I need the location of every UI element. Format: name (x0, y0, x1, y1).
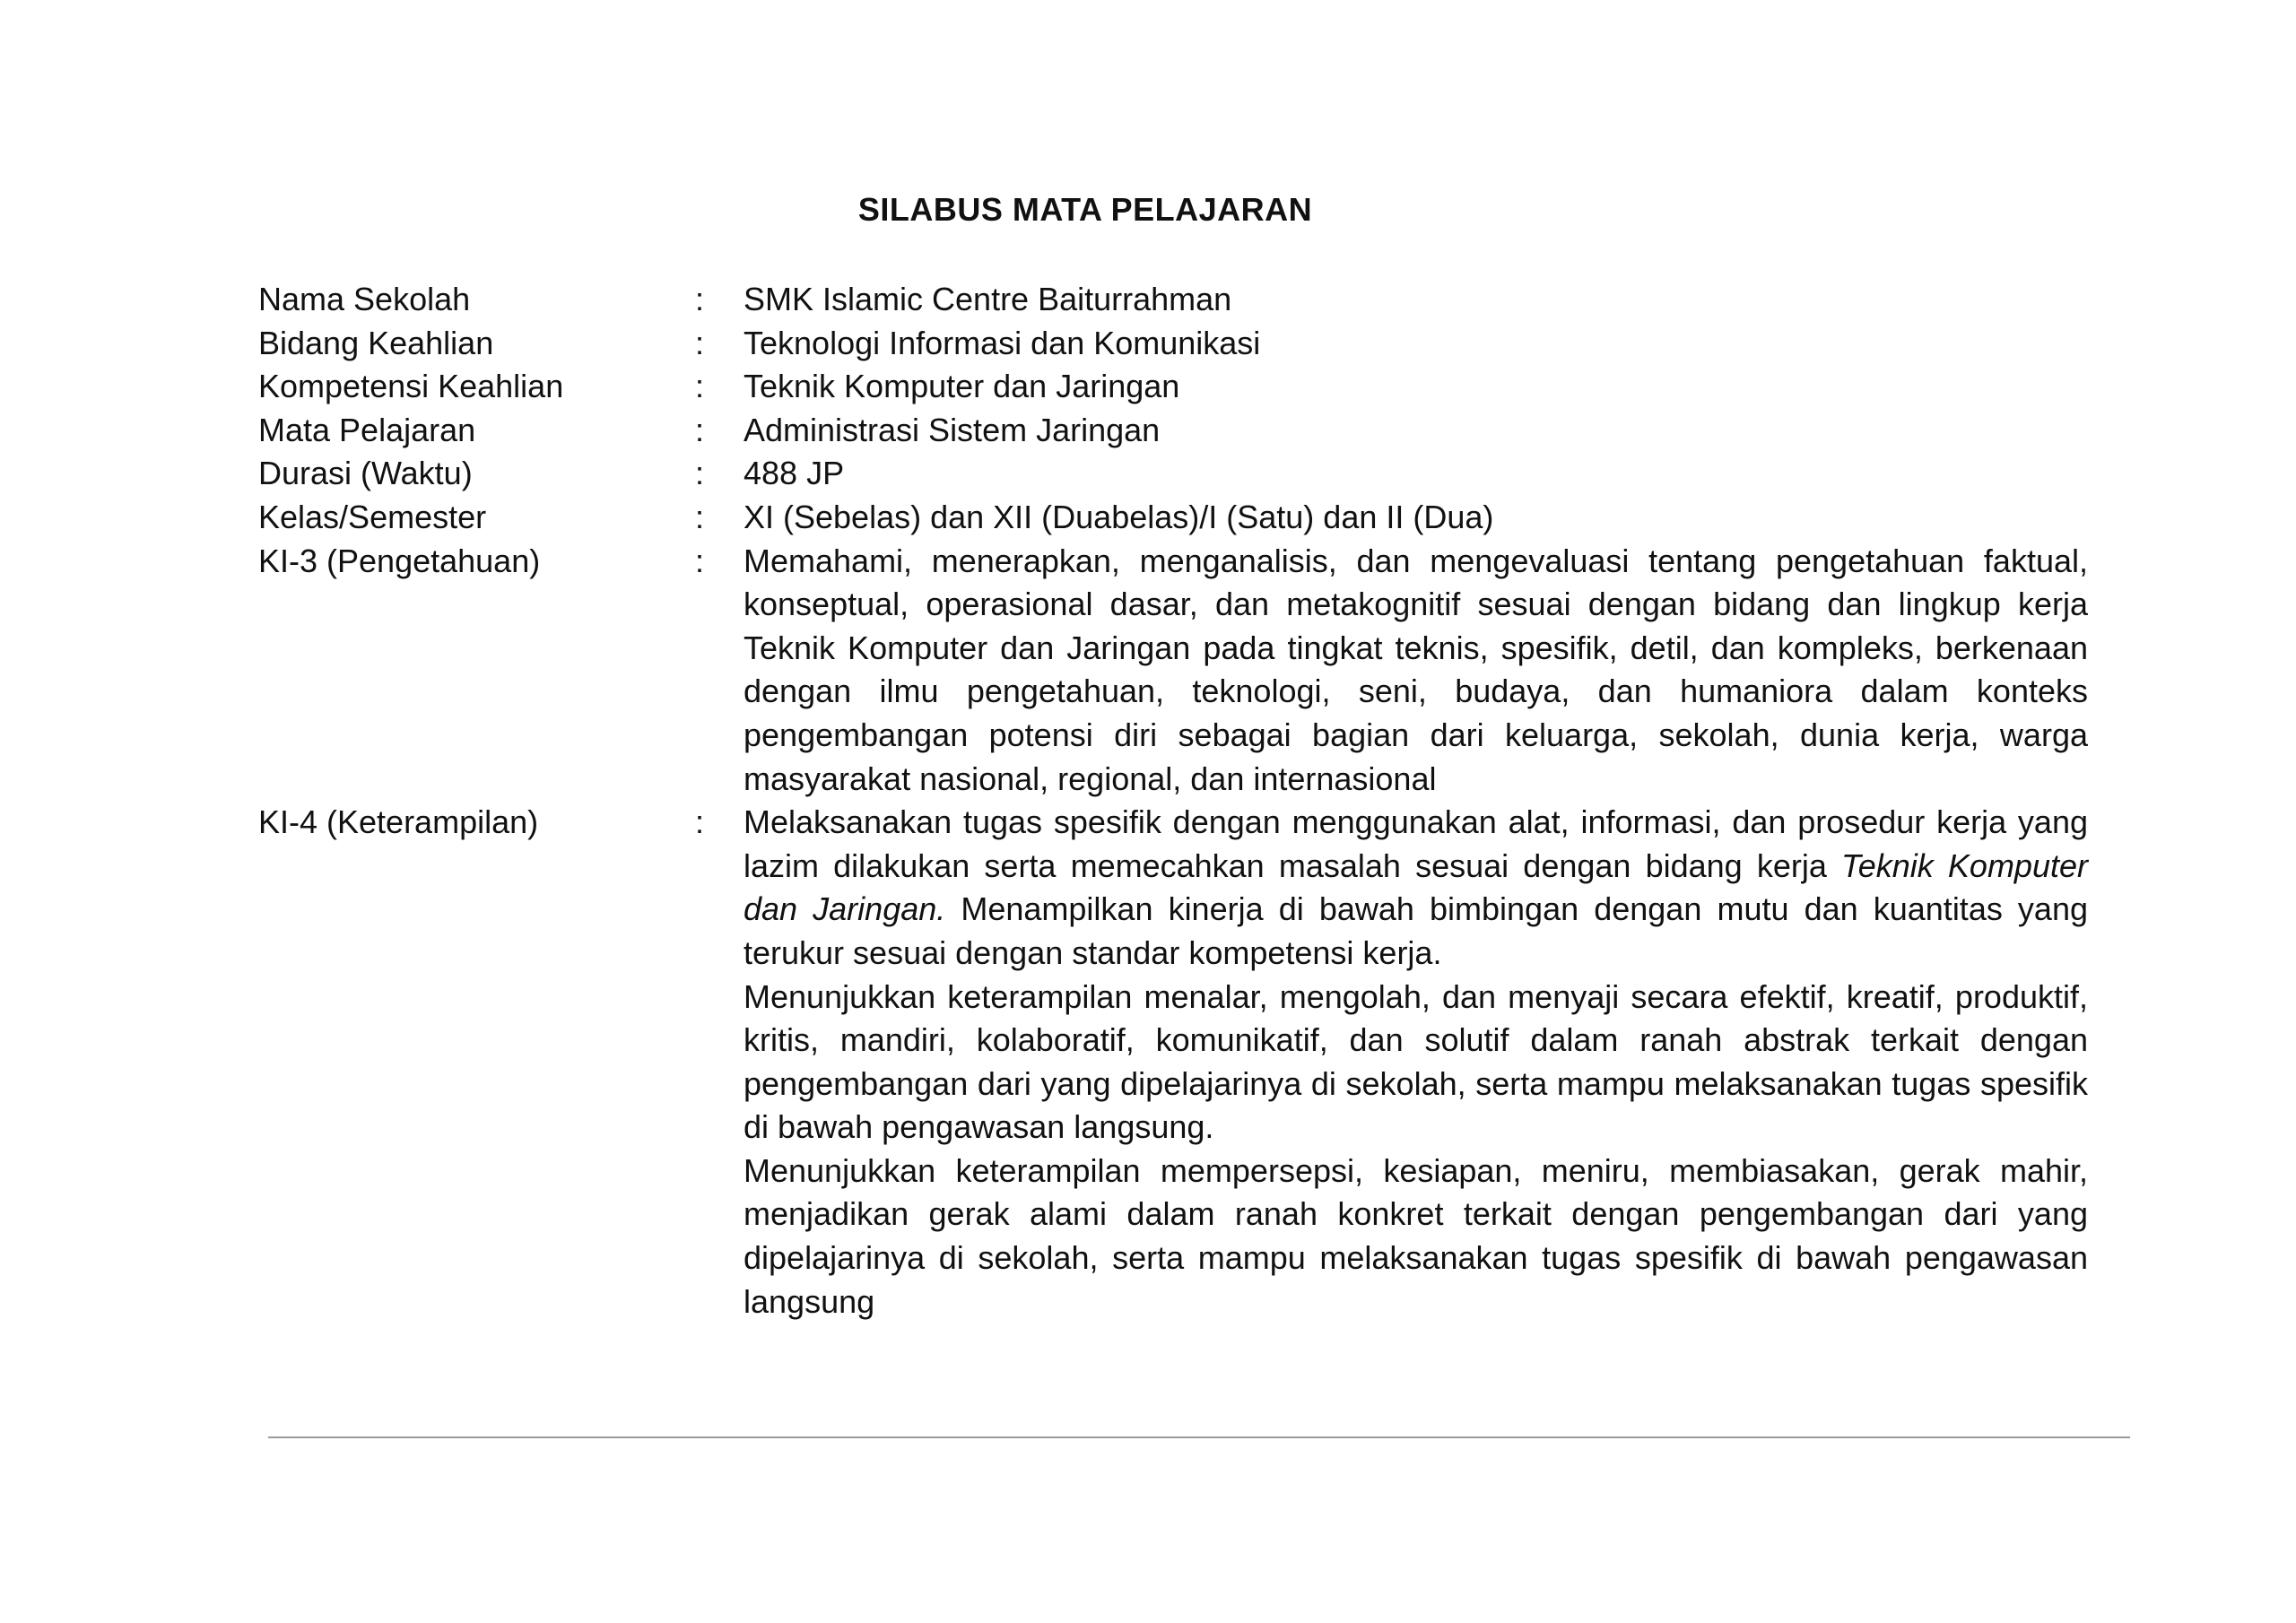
ki4-label: KI-4 (Keterampilan) (258, 803, 539, 841)
row-colon: : (695, 411, 705, 448)
info-row-ki4 (258, 801, 2088, 1324)
ki4-paragraph-1-text-a: Melaksanakan tugas spesifik dengan menggunakan alat, informasi, dan prosedur kerja yang lazim dilakukan serta memecahkan masalah sesuai dengan bidang kerja (744, 803, 2088, 884)
info-row-kelas-semester (258, 496, 2088, 540)
syllabus-info-table (258, 278, 2088, 1324)
row-value: SMK Islamic Centre Baiturrahman (744, 281, 1232, 317)
ki4-paragraph-2: Menunjukkan keterampilan menalar, mengolah, dan menyaji secara efektif, kreatif, produktif, kritis, mandiri, kolaboratif, komunikatif, dan solutif dalam ranah abstrak terkait dengan pengembangan dari yang dipelajarinya di sekolah, serta mampu melaksanakan tugas spesifik di bawah pengawasan langsung. (744, 977, 2088, 1146)
row-colon: : (695, 803, 705, 841)
row-colon: : (695, 281, 705, 317)
ki4-value (744, 801, 2088, 1324)
info-row-ki3 (258, 540, 2088, 802)
info-row-mata-pelajaran (258, 409, 2088, 453)
row-colon: : (695, 455, 705, 492)
row-value: Teknologi Informasi dan Komunikasi (744, 324, 1261, 361)
row-value: XI (Sebelas) dan XII (Duabelas)/I (Satu) dan II (Dua) (744, 498, 1494, 535)
row-label: Kompetensi Keahlian (258, 368, 564, 405)
ki4-paragraph-1 (744, 801, 2088, 975)
row-colon: : (695, 368, 705, 405)
row-value: Administrasi Sistem Jaringan (744, 411, 1161, 448)
ki3-paragraph: Memahami, menerapkan, menganalisis, dan mengevaluasi tentang pengetahuan faktual, konseptual, operasional dasar, dan metakognitif sesuai dengan bidang dan lingkup kerja Teknik Komputer dan Jaringan pada tingkat teknis, spesifik, detil, dan kompleks, berkenaan dengan ilmu pengetahuan, teknologi, seni, budaya, dan humaniora dalam konteks pengembangan potensi diri sebagai bagian dari keluarga, sekolah, dunia kerja, warga masyarakat nasional, regional, dan internasional (744, 542, 2088, 797)
row-colon: : (695, 498, 705, 535)
row-value: 488 JP (744, 455, 845, 492)
row-label: Kelas/Semester (258, 498, 487, 535)
ki3-label: KI-3 (Pengetahuan) (258, 542, 541, 579)
footer-divider (268, 1436, 2130, 1438)
row-label: Bidang Keahlian (258, 324, 494, 361)
row-colon: : (695, 324, 705, 361)
ki4-paragraph-1-italic: Teknik Komputer dan Jaringan. (744, 846, 2088, 928)
row-value: Teknik Komputer dan Jaringan (744, 368, 1180, 405)
ki3-value (744, 540, 2088, 802)
info-row-kompetensi-keahlian (258, 365, 2088, 409)
info-row-bidang-keahlian (258, 322, 2088, 366)
document-title: SILABUS MATA PELAJARAN (857, 191, 1313, 228)
info-row-durasi (258, 452, 2088, 496)
row-label: Mata Pelajaran (258, 411, 476, 448)
row-label: Nama Sekolah (258, 281, 471, 317)
ki4-paragraph-1-text-b: Menampilkan kinerja di bawah bimbingan dengan mutu dan kuantitas yang terukur sesuai dengan standar kompetensi kerja. (744, 890, 2088, 971)
info-row-nama-sekolah (258, 278, 2088, 322)
row-colon: : (695, 542, 705, 579)
row-label: Durasi (Waktu) (258, 455, 473, 492)
ki4-paragraph-3: Menunjukkan keterampilan mempersepsi, kesiapan, meniru, membiasakan, gerak mahir, menjadikan gerak alami dalam ranah konkret terkait dengan pengembangan dari yang dipelajarinya di sekolah, serta mampu melaksanakan tugas spesifik di bawah pengawasan langsung (744, 1151, 2088, 1320)
